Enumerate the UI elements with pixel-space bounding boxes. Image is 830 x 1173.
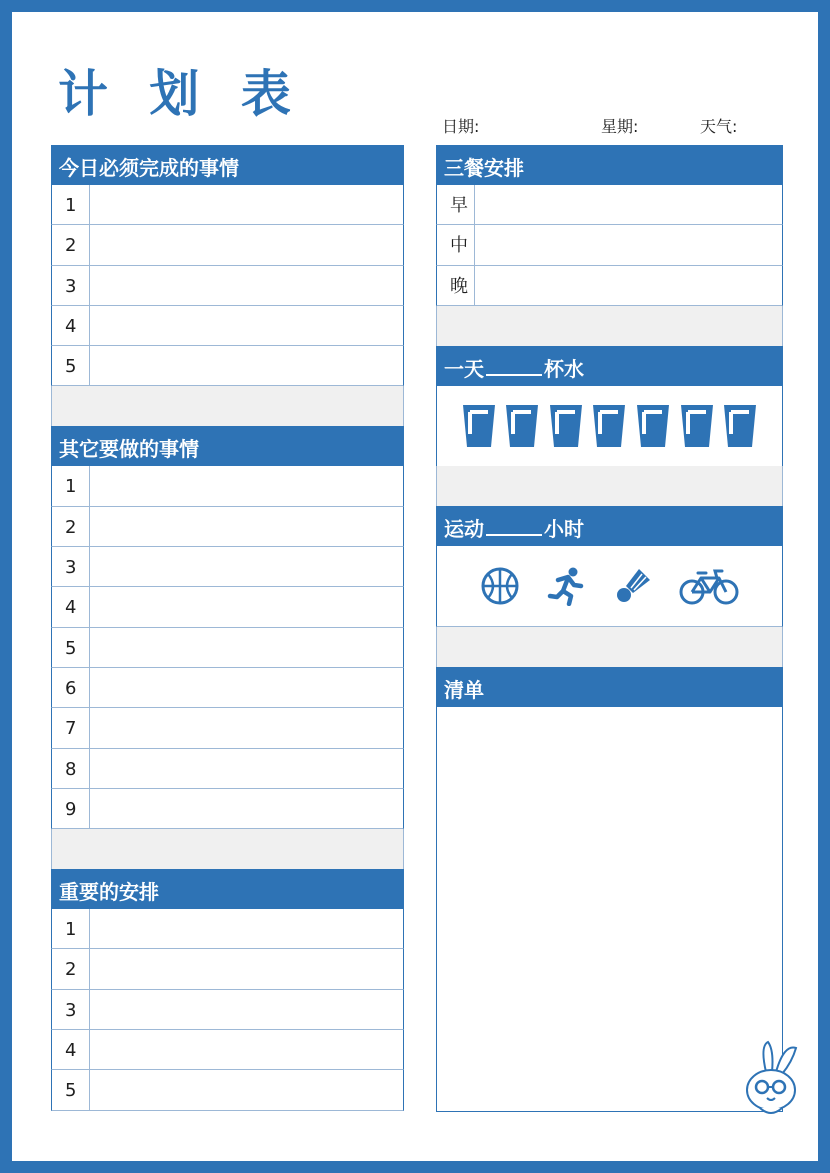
basketball-icon — [480, 566, 520, 606]
must-do-row — [51, 266, 404, 306]
meal-row — [436, 225, 783, 265]
water-blank[interactable] — [486, 356, 542, 376]
important-row-label: 1 — [52, 909, 90, 948]
other-do-row-label: 5 — [52, 628, 90, 667]
important-row-label: 5 — [52, 1070, 90, 1109]
meal-row-label: 晚 — [437, 266, 475, 305]
section-gap — [436, 627, 783, 667]
other-do-row — [51, 466, 404, 506]
must-do-header: 今日必须完成的事情 — [51, 145, 404, 185]
other-do-row — [51, 708, 404, 748]
important-row-field[interactable] — [90, 909, 403, 948]
water-cups — [436, 386, 783, 466]
cup-icon[interactable] — [549, 404, 583, 448]
date-label: 日期: — [442, 117, 480, 136]
meal-row — [436, 185, 783, 225]
page-title: 计 划 表 — [58, 65, 303, 123]
other-do-row-field[interactable] — [90, 749, 403, 788]
must-do-row — [51, 306, 404, 346]
other-do-row — [51, 789, 404, 829]
meals-list — [436, 185, 783, 306]
rabbit-mascot-icon — [742, 1040, 800, 1120]
other-do-row-field[interactable] — [90, 507, 403, 546]
other-do-row-label: 8 — [52, 749, 90, 788]
exercise-prefix: 运动 — [444, 516, 484, 541]
important-row-field[interactable] — [90, 1070, 403, 1109]
important-row-label: 4 — [52, 1030, 90, 1069]
other-do-row-field[interactable] — [90, 587, 403, 626]
important-row — [51, 1070, 404, 1110]
other-do-row — [51, 668, 404, 708]
other-do-row-label: 7 — [52, 708, 90, 747]
must-do-row-field[interactable] — [90, 185, 403, 224]
exercise-blank[interactable] — [486, 516, 542, 536]
must-do-row — [51, 185, 404, 225]
must-do-list — [51, 185, 404, 386]
exercise-icons — [436, 546, 783, 627]
other-do-row-field[interactable] — [90, 668, 403, 707]
must-do-row-label: 2 — [52, 225, 90, 264]
other-do-row — [51, 547, 404, 587]
weekday-label: 星期: — [601, 117, 639, 136]
other-do-row-field[interactable] — [90, 466, 403, 505]
right-column — [436, 145, 783, 1112]
must-do-row-label: 1 — [52, 185, 90, 224]
other-do-row-field[interactable] — [90, 708, 403, 747]
other-do-row-label: 4 — [52, 587, 90, 626]
other-do-row — [51, 749, 404, 789]
must-do-row-field[interactable] — [90, 346, 403, 385]
must-do-row-label: 5 — [52, 346, 90, 385]
important-row-label: 2 — [52, 949, 90, 988]
other-do-row-label: 1 — [52, 466, 90, 505]
must-do-row-label: 3 — [52, 266, 90, 305]
section-gap — [436, 306, 783, 346]
important-row — [51, 949, 404, 989]
meal-row-label: 早 — [437, 185, 475, 224]
other-do-row-label: 9 — [52, 789, 90, 828]
must-do-row-label: 4 — [52, 306, 90, 345]
cup-icon[interactable] — [505, 404, 539, 448]
other-do-row — [51, 628, 404, 668]
exercise-suffix: 小时 — [544, 516, 584, 541]
important-header: 重要的安排 — [51, 869, 404, 909]
other-do-row-label: 6 — [52, 668, 90, 707]
bicycle-icon — [679, 566, 739, 606]
important-row-field[interactable] — [90, 990, 403, 1029]
other-do-row-field[interactable] — [90, 547, 403, 586]
cup-icon[interactable] — [723, 404, 757, 448]
left-column — [51, 145, 404, 1111]
other-do-row-field[interactable] — [90, 789, 403, 828]
water-prefix: 一天 — [444, 356, 484, 381]
meal-row — [436, 266, 783, 306]
cup-icon[interactable] — [592, 404, 626, 448]
must-do-row-field[interactable] — [90, 266, 403, 305]
water-suffix: 杯水 — [544, 356, 584, 381]
must-do-row-field[interactable] — [90, 225, 403, 264]
important-list — [51, 909, 404, 1110]
other-do-row — [51, 587, 404, 627]
important-row — [51, 1030, 404, 1070]
other-do-row-label: 3 — [52, 547, 90, 586]
other-do-row-field[interactable] — [90, 628, 403, 667]
checklist-area[interactable] — [436, 707, 783, 1112]
meal-row-label: 中 — [437, 225, 475, 264]
must-do-row — [51, 346, 404, 386]
important-row — [51, 990, 404, 1030]
cup-icon[interactable] — [680, 404, 714, 448]
cup-icon[interactable] — [636, 404, 670, 448]
meal-row-field[interactable] — [475, 185, 782, 224]
other-do-row — [51, 507, 404, 547]
important-row-label: 3 — [52, 990, 90, 1029]
meal-row-field[interactable] — [475, 266, 782, 305]
other-do-list — [51, 466, 404, 829]
badminton-icon — [613, 566, 653, 606]
important-row-field[interactable] — [90, 949, 403, 988]
section-gap — [436, 466, 783, 506]
must-do-row-field[interactable] — [90, 306, 403, 345]
section-gap — [51, 829, 404, 869]
meals-header: 三餐安排 — [436, 145, 783, 185]
other-do-header: 其它要做的事情 — [51, 426, 404, 466]
cup-icon[interactable] — [462, 404, 496, 448]
important-row-field[interactable] — [90, 1030, 403, 1069]
section-gap — [51, 386, 404, 426]
water-header — [436, 346, 783, 386]
must-do-row — [51, 225, 404, 265]
exercise-header — [436, 506, 783, 546]
important-row — [51, 909, 404, 949]
checklist-header: 清单 — [436, 667, 783, 707]
other-do-row-label: 2 — [52, 507, 90, 546]
weather-label: 天气: — [700, 117, 738, 136]
meal-row-field[interactable] — [475, 225, 782, 264]
running-icon — [546, 566, 586, 606]
